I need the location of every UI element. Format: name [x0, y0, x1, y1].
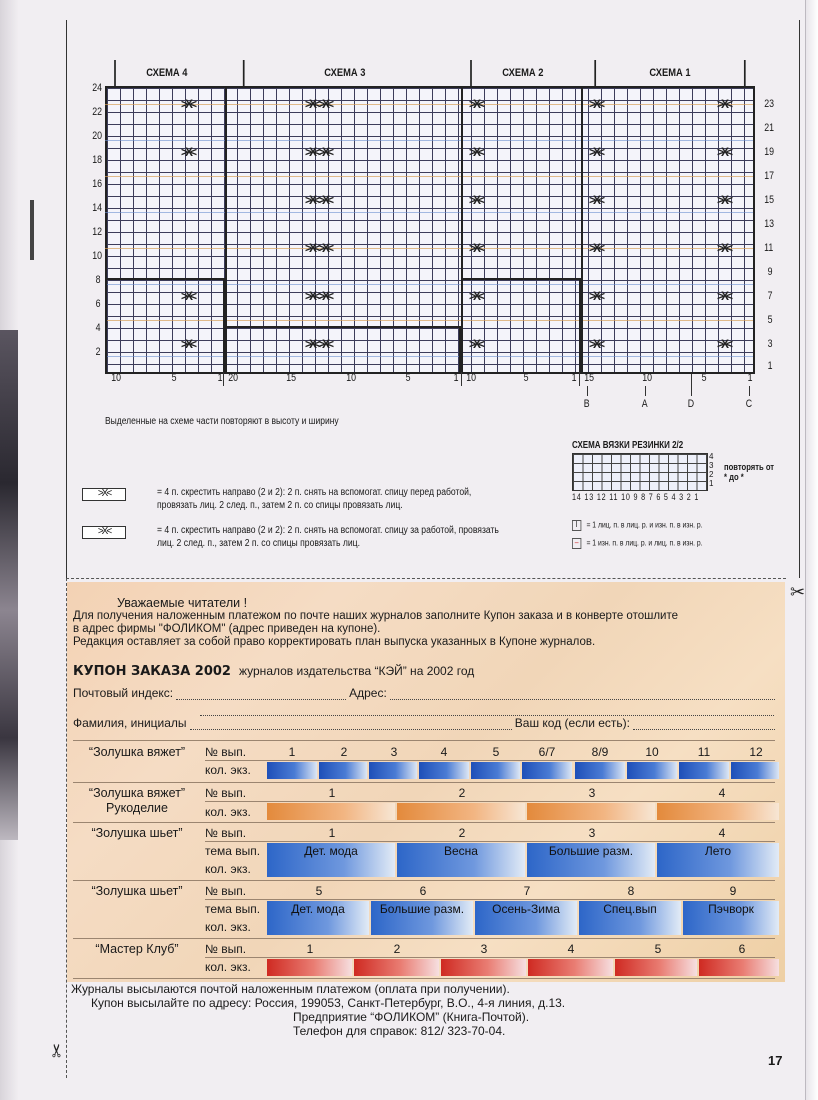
coupon-title: [73, 664, 474, 679]
cable-cross-icon: >X<: [469, 193, 483, 207]
knit-stitch-icon: I: [572, 520, 581, 531]
cable-cross-icon: >X<: [589, 337, 603, 351]
marker-a: A: [641, 398, 648, 410]
row-label: 9: [767, 266, 773, 278]
marker-b: B: [583, 398, 590, 410]
qty-input-issue-3[interactable]: [527, 803, 655, 820]
qty-input-issue-2[interactable]: [354, 959, 439, 976]
cable-cross-icon: >X<: [181, 289, 195, 303]
theme-osen-zima[interactable]: Осень-Зима: [475, 901, 577, 935]
chart-headers: [105, 60, 755, 86]
cable-cross-icon: >X<>X<: [305, 193, 332, 207]
cable-cross-back-icon: >X<: [82, 526, 126, 539]
qty-input-issue-6-7[interactable]: [522, 762, 572, 779]
repeat-highlight-scheme-3: [225, 326, 461, 374]
column-label: 10: [466, 372, 477, 384]
qty-input-issue-3[interactable]: [441, 959, 526, 976]
address-label: Адрес:: [349, 686, 387, 700]
postal-address-row: [73, 686, 778, 700]
theme-deti-moda[interactable]: Дет. мода: [267, 901, 369, 935]
row-label: 19: [764, 146, 775, 158]
row-label: 2: [95, 346, 101, 358]
row-label: 23: [764, 98, 775, 110]
row-label: 15: [764, 194, 775, 206]
cable-cross-icon: >X<: [589, 289, 603, 303]
column-label: 5: [405, 372, 411, 384]
knitting-chart: [92, 60, 775, 440]
rib-scheme: [572, 440, 775, 560]
column-label: 10: [111, 372, 122, 384]
magazine-name: “Золушка шьет”: [91, 826, 183, 840]
postal-code-field[interactable]: [176, 686, 346, 700]
column-label: 1: [747, 372, 753, 384]
marker-c: C: [745, 398, 753, 410]
row-label: 17: [764, 170, 775, 182]
column-label: 20: [228, 372, 239, 384]
address-field-line-2[interactable]: [200, 702, 774, 716]
row-label: 10: [92, 250, 103, 262]
qty-input-issue-8-9[interactable]: [575, 762, 625, 779]
legend-text: = 4 п. скрестить направо (2 и 2): 2 п. снять на вспомогат. спицу за работой, провязать лиц. 2 след. п., затем 2 п. со спицы провязать лиц.: [157, 525, 499, 549]
qty-input-issue-10[interactable]: [627, 762, 677, 779]
header-scheme-3: СХЕМА 3: [243, 60, 445, 86]
legend-knit: I = 1 лиц. п. в лиц. р. и изн. п. в изн. р.: [572, 520, 703, 531]
rib-column-labels: 14 13 12 11 10 9 8 7 6 5 4 3 2 1: [572, 492, 700, 502]
scissors-icon: ✂: [47, 1042, 68, 1059]
marker-d: D: [687, 398, 695, 410]
theme-leto[interactable]: Лето: [657, 843, 779, 877]
row-label: 1: [767, 360, 773, 372]
row-label: 11: [764, 242, 774, 254]
row-label: 6: [95, 298, 101, 310]
row-label: 12: [92, 226, 103, 238]
column-label: 1: [571, 372, 577, 384]
header-scheme-2: СХЕМА 2: [470, 60, 574, 86]
adjacent-page-photo: [0, 330, 18, 840]
scissors-icon: ✂: [790, 582, 806, 602]
cable-cross-icon: >X<: [717, 337, 731, 351]
cable-cross-icon: >X<: [717, 289, 731, 303]
purl-stitch-icon: –: [572, 538, 581, 549]
row-label: 18: [92, 154, 103, 166]
qty-input-issue-1[interactable]: [267, 803, 395, 820]
theme-bolshie-razm[interactable]: Большие разм.: [371, 901, 473, 935]
qty-label: кол. экз.: [205, 763, 251, 777]
legend-text: = 4 п. скрестить направо (2 и 2): 2 п. снять на вспомогат. спицу перед работой, провязать лиц. 2 след. п., затем 2 п. со спицы провязать лиц.: [157, 487, 472, 511]
theme-bolshie-razm[interactable]: Большие разм.: [527, 843, 655, 877]
row-label: 24: [92, 82, 103, 94]
row-label: 8: [95, 274, 101, 286]
rib-row-labels: 4 3 2 1: [709, 452, 714, 488]
row-label: 20: [92, 130, 103, 142]
column-label: 5: [171, 372, 177, 384]
column-label: 15: [584, 372, 595, 384]
column-label: 10: [346, 372, 357, 384]
cable-cross-icon: >X<: [469, 145, 483, 159]
header-scheme-4: СХЕМА 4: [114, 60, 218, 86]
row-label: 14: [92, 202, 103, 214]
intro-text: Для получения наложенным платежом по почте наших журналов заполните Купон заказа и в конверте отошлите в адрес фирмы "ФОЛИКОМ" (адрес приведен на купоне). Редакция оставляет за собой право корректировать план выпуска указанных в Купоне журналов.: [73, 610, 678, 648]
theme-vesna[interactable]: Весна: [397, 843, 525, 877]
rib-grid: [572, 453, 708, 491]
magazine-name: “Золушка вяжет” Рукоделие: [88, 786, 186, 815]
customer-code-field[interactable]: [633, 716, 775, 730]
address-line-2: [197, 702, 777, 716]
qty-input-issue-5[interactable]: [615, 959, 697, 976]
cable-cross-icon: >X<: [469, 97, 483, 111]
page-number: 17: [768, 1053, 783, 1068]
cable-cross-icon: >X<>X<: [305, 289, 332, 303]
repeat-highlight-scheme-1: [581, 86, 755, 374]
page-edge-right: [805, 0, 818, 1100]
cable-cross-icon: >X<>X<: [305, 337, 332, 351]
row-label: 16: [92, 178, 103, 190]
greeting: Уважаемые читатели !: [117, 596, 248, 610]
header-scheme-1: СХЕМА 1: [594, 60, 745, 86]
address-field[interactable]: [390, 686, 775, 700]
row-label: 21: [764, 122, 775, 134]
repeat-note: Выделенные на схеме части повторяют в высоту и ширину: [105, 416, 339, 427]
cable-cross-icon: >X<: [589, 241, 603, 255]
coupon-heading: КУПОН ЗАКАЗА 2002: [73, 664, 231, 679]
cable-cross-icon: >X<: [717, 145, 731, 159]
legend-purl: – = 1 изн. п. в лиц. р. и лиц. п. в изн. р.: [572, 538, 703, 549]
name-field[interactable]: [190, 716, 512, 730]
row-label: 22: [92, 106, 103, 118]
name-label: Фамилия, инициалы: [73, 716, 187, 730]
cable-cross-icon: >X<>X<: [305, 241, 332, 255]
qty-input-issue-6[interactable]: [699, 959, 779, 976]
column-label: 1: [453, 372, 459, 384]
qty-input-issue-4[interactable]: [528, 959, 613, 976]
column-label: 1: [217, 372, 223, 384]
row-label: 5: [767, 314, 773, 326]
row-label: 3: [767, 338, 773, 350]
row-label: 13: [764, 218, 775, 230]
cable-cross-icon: >X<: [181, 145, 195, 159]
cable-cross-icon: >X<: [589, 145, 603, 159]
staple-binding: [30, 200, 34, 260]
column-label: 5: [701, 372, 707, 384]
coupon-footer: Журналы высылаются почтой наложенным платежом (оплата при получении). Купон высылайте по адресу: Россия, 199053, Санкт-Петербург, В.О., 4-я линия, д.13. Предприятие “ФОЛИКОМ” (Книга-Почтой). Телефон для справок: 812/ 323-70-04.: [71, 982, 566, 1038]
cable-cross-icon: >X<: [469, 241, 483, 255]
qty-input-issue-3[interactable]: [369, 762, 417, 779]
qty-input-issue-2[interactable]: [397, 803, 525, 820]
issue-label: № вып.: [205, 745, 247, 759]
cable-cross-front-icon: >X<: [82, 488, 126, 501]
qty-input-issue-11[interactable]: [679, 762, 729, 779]
name-code-row: [73, 716, 778, 730]
qty-input-issue-4[interactable]: [657, 803, 779, 820]
qty-input-issue-1[interactable]: [267, 762, 317, 779]
theme-spec-vyp[interactable]: Спец.вып: [579, 901, 681, 935]
order-coupon: Уважаемые читатели ! Для получения наложенным платежом по почте наших журналов заполните Купон заказа и в конверте отошлите в адрес фирмы "ФОЛИКОМ" (адрес приведен на купоне). Редакция оставляет за собой право корректировать план выпуска указанных в Купоне журналов. КУПОН ЗАКАЗА 2002 журналов издательства “КЭЙ” на 2002 год Почтовый индекс: Адрес: Фамилия, инициалы Ваш код (если есть): “Золушка вяжет” № вып. кол. экз. 1 2 3 4 5 6/7 8/9 10 11 12 “Золушка вяжет” Рукоделие № вып. кол. экз. 1 2 3 4 “Золушка шьет” № вып. тема вып. кол. экз. 1 2 3 4 Дет. мода Весна Большие разм. Лето “Золушка шьет” № вып. тема вып. кол. экз. 5 6 7 8 9 Дет. мода Большие разм. Осень-Зима Спец.вып Пэчворк “Мастер Клуб” № вып. кол. экз. 1 2 3 4 5 6 Журналы высылаются почтой наложенным платежом (оплата при получении). Купон высылайте по адресу: Россия, 199053, Санкт-Петербург, В.О., 4-я линия, д.13. Предприятие “ФОЛИКОМ” (Книга-Почтой). Телефон для справок: 812/ 323-70-04.: [67, 582, 785, 982]
magazine-name: “Золушка вяжет”: [88, 745, 186, 759]
cut-line: [66, 578, 786, 579]
cable-cross-icon: >X<: [181, 97, 195, 111]
cable-cross-icon: >X<: [469, 337, 483, 351]
qty-input-issue-2[interactable]: [319, 762, 367, 779]
theme-deti-moda[interactable]: Дет. мода: [267, 843, 395, 877]
cable-cross-icon: >X<: [717, 241, 731, 255]
qty-input-issue-1[interactable]: [267, 959, 352, 976]
row-label: 7: [767, 290, 773, 302]
qty-input-issue-12[interactable]: [731, 762, 779, 779]
cable-cross-icon: >X<: [717, 97, 731, 111]
theme-patchwork[interactable]: Пэчворк: [683, 901, 779, 935]
magazine-name: “Мастер Клуб”: [95, 942, 179, 956]
cable-cross-icon: >X<: [589, 97, 603, 111]
repeat-instruction: повторять от * до *: [724, 462, 775, 482]
qty-input-issue-4[interactable]: [419, 762, 469, 779]
magazine-name: “Золушка шьет”: [91, 884, 183, 898]
code-label: Ваш код (если есть):: [514, 716, 630, 730]
cable-cross-icon: >X<: [469, 289, 483, 303]
qty-input-issue-5[interactable]: [471, 762, 520, 779]
coupon-subtitle: журналов издательства “КЭЙ” на 2002 год: [238, 664, 475, 678]
row-label: 4: [95, 322, 101, 334]
column-label: 10: [642, 372, 653, 384]
cable-cross-icon: >X<: [717, 193, 731, 207]
cable-cross-icon: >X<>X<: [305, 97, 332, 111]
cable-cross-icon: >X<: [589, 193, 603, 207]
cable-cross-icon: >X<: [181, 337, 195, 351]
postal-label: Почтовый индекс:: [73, 686, 174, 700]
rib-title: СХЕМА ВЯЗКИ РЕЗИНКИ 2/2: [572, 440, 684, 451]
column-label: 15: [286, 372, 297, 384]
repeat-highlight-scheme-4: [105, 278, 225, 374]
column-label: 5: [523, 372, 529, 384]
cable-cross-icon: >X<>X<: [305, 145, 332, 159]
